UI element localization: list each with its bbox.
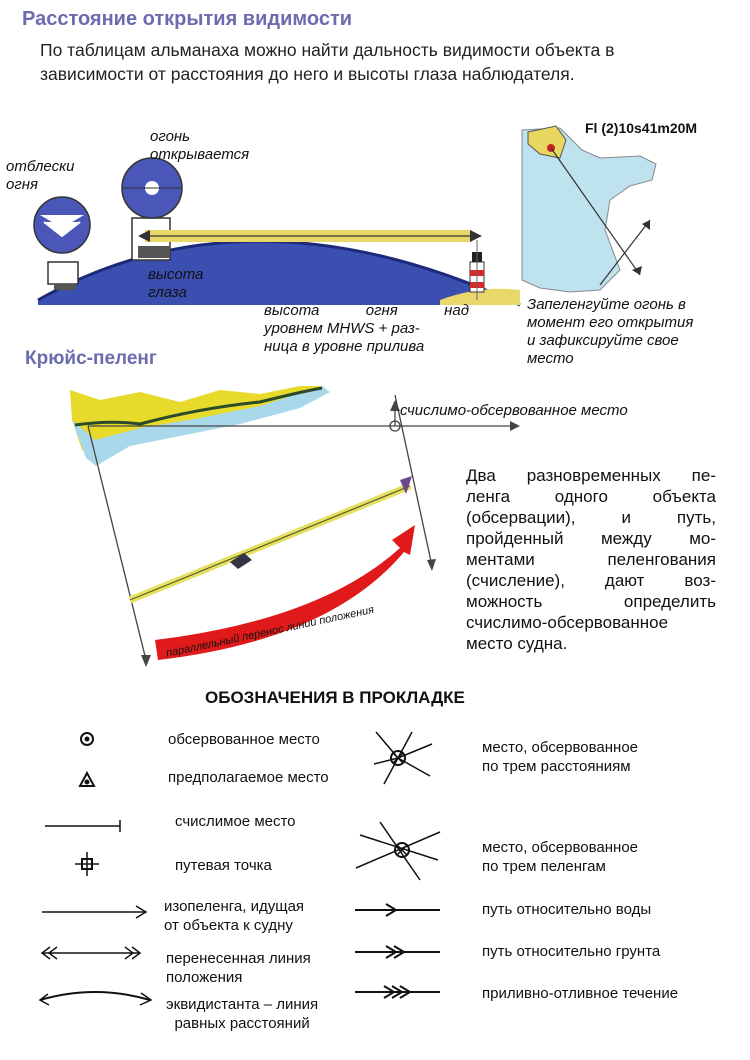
legend-equidistant-line1: эквидистанта – линия (166, 996, 319, 1013)
cross-bearing-description (466, 465, 716, 654)
label-light-opens-line2: открывается (150, 146, 250, 163)
legend-fix-three-distances-line2: по трем расстояниям (482, 758, 631, 775)
light-characteristic: Fl (2)10s41m20M (585, 120, 698, 136)
desc-line3: (обсервации), и путь, (466, 508, 716, 527)
legend-isobearing-line1: изопеленга, идущая (164, 898, 305, 915)
legend-track-water: путь относительно воды (482, 901, 652, 918)
legend-isobearing (164, 897, 304, 935)
earth-arc (38, 241, 520, 305)
parallel-transfer-label: параллельный перенос линии положения (165, 603, 376, 660)
take-bearing-line1: Запеленгуйте огонь в (527, 296, 686, 313)
legend-transferred-lop-line1: перенесенная линия (166, 950, 311, 967)
label-eye-height-line2: глаза (148, 284, 187, 301)
desc-line9: место судна. (466, 634, 568, 653)
label-glints-line1: отблески (6, 158, 75, 175)
legend-track-ground: путь относительно грунта (482, 943, 661, 960)
observer-low-figure (34, 197, 90, 290)
label-eye-height-line1: высота (148, 266, 204, 283)
chart-excerpt (522, 126, 656, 292)
section-title-visibility: Расстояние открытия видимости (22, 8, 353, 30)
transfer-arrow (155, 525, 415, 660)
desc-line7: можность определить (466, 592, 716, 611)
legend-tidal-stream: приливно-отливное течение (482, 985, 679, 1002)
estimated-observed-position-label: счислимо-обсервованное место (400, 402, 628, 419)
take-bearing-line2: момент его открытия (527, 314, 694, 331)
label-glints (6, 158, 75, 194)
lighthouse (470, 240, 484, 300)
legend-transferred-lop (166, 949, 311, 987)
legend-observed-position: обсервованное место (168, 731, 320, 748)
legend-isobearing-line2: от объекта к судну (164, 917, 293, 934)
desc-line4: пройденный между мо- (466, 529, 716, 548)
intro-line-1: По таблицам альманаха можно найти дальность видимости объекта в (40, 40, 615, 60)
section-title-cross-bearing: Крюйс-пеленг (25, 348, 157, 369)
take-bearing-note (527, 296, 727, 368)
take-bearing-line4: место (527, 350, 574, 367)
label-glints-line2: огня (6, 176, 39, 193)
legend-fix-three-distances (482, 738, 638, 776)
take-bearing-line3: и зафиксируйте свое (527, 332, 679, 349)
label-light-height-line1: высота огня над (264, 302, 469, 319)
legend-fix-three-bearings-line2: по трем пеленгам (482, 858, 606, 875)
legend-fix-three-distances-line1: место, обсервованное (482, 739, 639, 756)
label-light-height-line3: ница в уровне прилива (264, 338, 425, 355)
legend-estimated-position: предполагаемое место (168, 769, 329, 786)
label-light-height (264, 302, 469, 356)
legend-dead-reckoning: счислимое место (175, 813, 296, 830)
legend-transferred-lop-line2: положения (166, 969, 243, 986)
desc-line5: ментами пеленгования (466, 550, 716, 569)
legend-equidistant-line2: равных расстояний (174, 1015, 310, 1032)
desc-line6: (счисление), дают воз- (466, 571, 716, 590)
label-light-opens (150, 128, 249, 164)
desc-line1: Два разновременных пе- (466, 466, 716, 485)
desc-line2: ленга одного объекта (466, 487, 716, 506)
desc-line8: счислимо-обсервованное (466, 613, 669, 632)
first-bearing-line (88, 426, 146, 660)
intro-line-2: зависимости от расстояния до него и высоты глаза наблюдателя. (40, 64, 575, 84)
legend-title: ОБОЗНАЧЕНИЯ В ПРОКЛАДКЕ (205, 688, 465, 707)
label-light-opens-line1: огонь (150, 128, 191, 145)
label-light-height-line2: уровнем MHWS + раз- (264, 320, 420, 337)
legend-equidistant (166, 995, 318, 1033)
legend-waypoint: путевая точка (175, 857, 272, 874)
label-eye-height (148, 266, 203, 302)
legend-fix-three-bearings-line1: место, обсервованное (482, 839, 639, 856)
legend-fix-three-bearings (482, 838, 638, 876)
observer-high-figure (122, 158, 182, 260)
